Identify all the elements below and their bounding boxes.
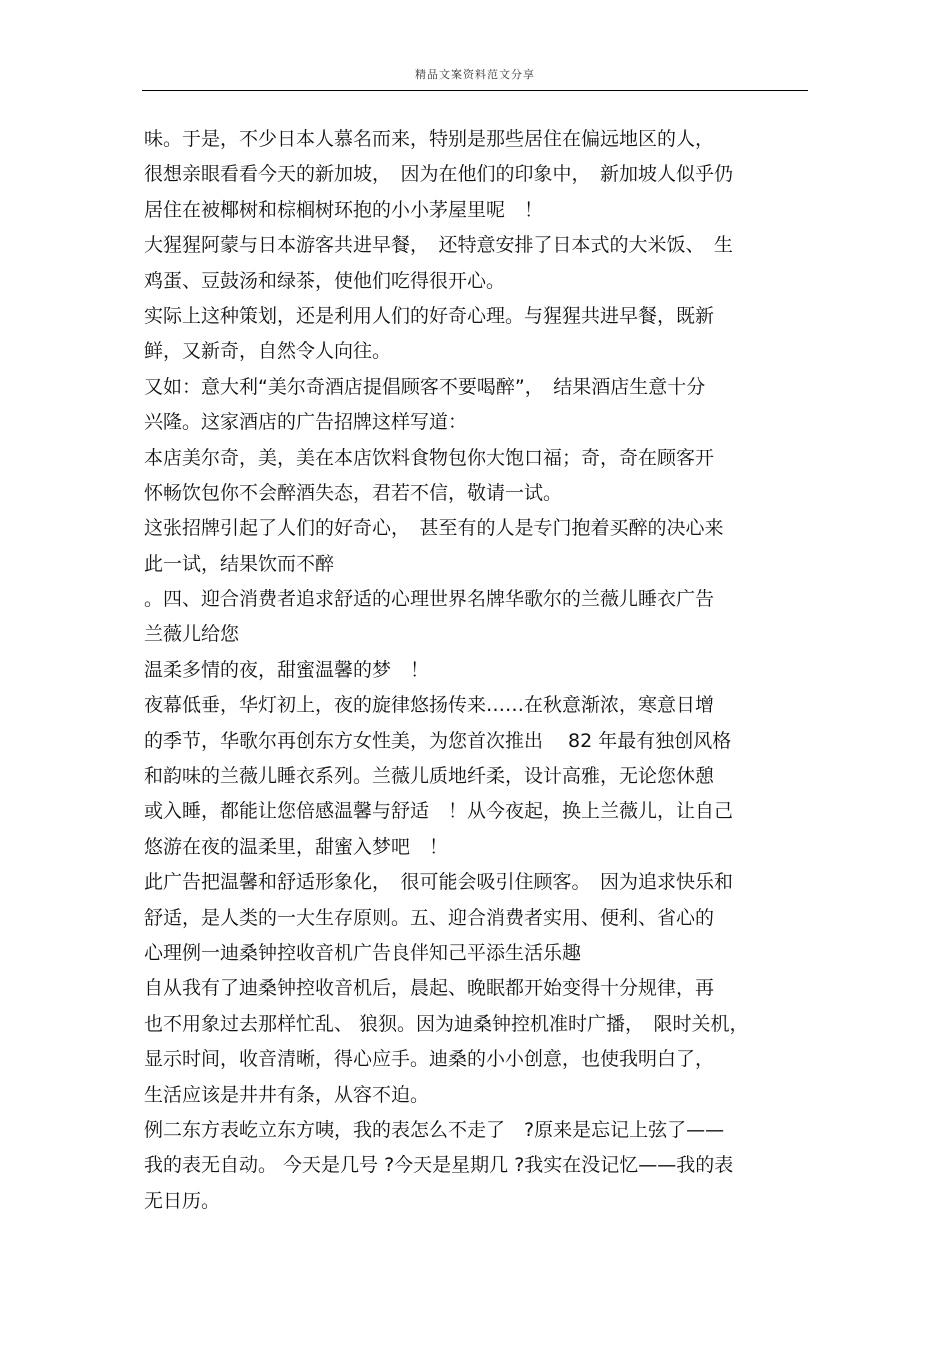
text-line: 大猩猩阿蒙与日本游客共进早餐， 还特意安排了日本式的大米饭、 生 bbox=[144, 234, 734, 257]
text-line: 或入睡，都能让您倍感温馨与舒适 ！从今夜起，换上兰薇儿，让自己 bbox=[144, 800, 734, 823]
text-line: 鲜，又新奇，自然令人向往。 bbox=[144, 340, 392, 363]
text-line: 显示时间，收音清晰，得心应手。迪桑的小小创意，也使我明白了， bbox=[144, 1048, 715, 1071]
text-line: 舒适，是人类的一大生存原则。五、迎合消费者实用、便利、省心的 bbox=[144, 906, 715, 929]
text-line: 心理例一迪桑钟控收音机广告良伴知己平添生活乐趣 bbox=[144, 941, 582, 964]
text-line: 很想亲眼看看今天的新加坡， 因为在他们的印象中， 新加坡人似乎仍 bbox=[144, 163, 734, 186]
text-line: 居住在被椰树和棕榈树环抱的小小茅屋里呢 ！ bbox=[144, 198, 544, 221]
text-line: 也不用象过去那样忙乱、 狼狈。因为迪桑钟控机准时广播， 限时关机， bbox=[144, 1012, 749, 1035]
page-header-title: 精品文案资料范文分享 bbox=[415, 68, 535, 81]
text-line: 鸡蛋、豆鼓汤和绿茶，使他们吃得很开心。 bbox=[144, 269, 506, 292]
text-line: 我的表无自动。 今天是几号 ?今天是星期几 ?我实在没记忆——我的表 bbox=[144, 1154, 734, 1177]
text-line: 夜幕低垂，华灯初上，夜的旋律悠扬传来……在秋意渐浓，寒意日增 bbox=[144, 694, 715, 717]
text-line: 实际上这种策划，还是利用人们的好奇心理。与猩猩共进早餐，既新 bbox=[144, 304, 715, 327]
header-divider bbox=[142, 90, 808, 91]
text-line: 味。于是，不少日本人慕名而来，特别是那些居住在偏远地区的人， bbox=[144, 128, 715, 150]
text-line: 和韵味的兰薇儿睡衣系列。兰薇儿质地纤柔，设计高雅，无论您休憩 bbox=[144, 765, 715, 788]
text-line: 兰薇儿给您 bbox=[144, 623, 240, 646]
text-line: 怀畅饮包你不会醉酒失态，君若不信，敬请一试。 bbox=[144, 481, 563, 504]
text-line: 这张招牌引起了人们的好奇心， 甚至有的人是专门抱着买醉的决心来 bbox=[144, 517, 724, 540]
text-line: 的季节，华歌尔再创东方女性美，为您首次推出 82 年最有独创风格 bbox=[144, 729, 732, 752]
text-line: 例二东方表屹立东方咦，我的表怎么不走了 ?原来是忘记上弦了—— bbox=[144, 1118, 725, 1141]
text-line: 自从我有了迪桑钟控收音机后，晨起、晚眠都开始变得十分规律，再 bbox=[144, 977, 715, 1000]
text-line: 兴隆。这家酒店的广告招牌这样写道： bbox=[144, 411, 468, 434]
text-line: 温柔多情的夜，甜蜜温馨的梦 ！ bbox=[144, 658, 430, 681]
document-body bbox=[144, 122, 808, 1219]
text-line: 悠游在夜的温柔里，甜蜜入梦吧 ！ bbox=[144, 835, 449, 858]
text-line: 本店美尔奇，美，美在本店饮料食物包你大饱口福；奇，奇在顾客开 bbox=[144, 446, 715, 469]
text-line: 。四、迎合消费者追求舒适的心理世界名牌华歌尔的兰薇儿睡衣广告 bbox=[144, 588, 715, 611]
text-line: 此广告把温馨和舒适形象化， 很可能会吸引住顾客。 因为追求快乐和 bbox=[144, 871, 734, 894]
text-line: 此一试，结果饮而不醉 bbox=[144, 552, 335, 575]
text-line: 无日历。 bbox=[144, 1189, 221, 1212]
text-line: 又如：意大利“美尔奇酒店提倡顾客不要喝醉”， 结果酒店生意十分 bbox=[144, 375, 706, 398]
text-line: 生活应该是井井有条，从容不迫。 bbox=[144, 1083, 430, 1106]
